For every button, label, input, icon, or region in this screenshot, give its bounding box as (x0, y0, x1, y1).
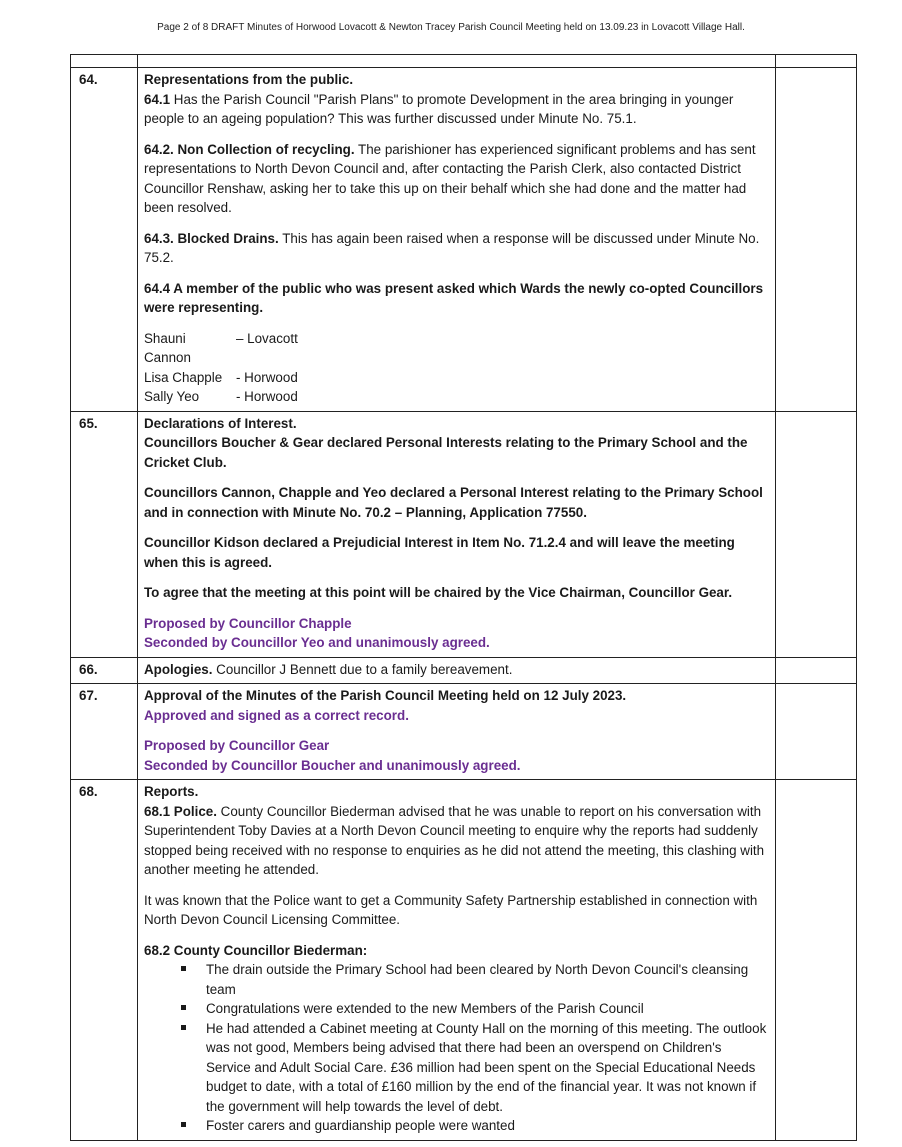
seconded-by: Seconded by Councillor Yeo and unanimously agreed. (144, 635, 490, 650)
minute-content (138, 657, 776, 684)
item-64-4: 64.4 A member of the public who was present asked which Wards the newly co-opted Councillors were representing. (144, 280, 764, 315)
item-64-2: 64.2. Non Collection of recycling. The parishioner has experienced significant problems and has sent representations to North Devon Council and, after contacting the Parish Clerk, also contacted District Councillor Renshaw, asking her to take this up on their behalf which she had done and the matter had been resolved. (144, 141, 756, 215)
item-68-1-note: It was known that the Police want to get a Community Safety Partnership established in connection with North Devon Council Licensing Committee. (144, 892, 758, 927)
ward-councillor: Shauni Cannon (144, 330, 191, 365)
seconded-by: Seconded by Councillor Boucher and unanimously agreed. (144, 757, 521, 773)
list-item: Foster carers and guardianship people were wanted (181, 1116, 769, 1136)
proposed-by: Proposed by Councillor Chapple (144, 615, 352, 631)
minute-title: Approval of the Minutes of the Parish Council Meeting held on 12 July 2023. (144, 688, 627, 703)
minute-title: Representations from the public. (144, 72, 354, 87)
minute-title: Reports. (144, 784, 199, 799)
page-header: Page 2 of 8 DRAFT Minutes of Horwood Lovacott & Newton Tracey Parish Council Meeting held on 13.09.23 in Lovacott Village Hall. (157, 22, 745, 33)
minute-title: Apologies. (144, 661, 213, 677)
ward-name: - Horwood (236, 369, 298, 385)
ward-councillor: Sally Yeo (144, 389, 200, 404)
minute-content (138, 411, 776, 657)
action-column (776, 684, 857, 780)
square-bullet-icon (181, 1005, 186, 1010)
minute-number: 67. (71, 684, 138, 780)
minute-number: 66. (71, 657, 138, 684)
minute-row-66 (71, 657, 857, 684)
ward-councillor: Lisa Chapple (144, 369, 223, 385)
item-68-2-title: 68.2 County Councillor Biederman: (144, 942, 368, 958)
item-64-1: 64.1 Has the Parish Council "Parish Plans" to promote Development in the area bringing in younger people to an ageing population? This was further discussed under Minute No. 75.1. (144, 91, 734, 126)
square-bullet-icon (181, 1025, 186, 1030)
action-column (776, 657, 857, 684)
ward-name: – Lovacott (236, 330, 298, 346)
declaration-2: Councillors Cannon, Chapple and Yeo declared a Personal Interest relating to the Primary School and in connection with Minute No. 70.2 – Planning, Application 77550. (144, 485, 763, 520)
item-68-1: 68.1 Police. County Councillor Biederman advised that he was unable to report on his conversation with Superintendent Toby Davies at a North Devon Council meeting to enquire why the reports had suddenly stopped being received with no response to enquiries as he did not attend the meeting, this clashing with another meeting he attended. (144, 803, 765, 877)
minute-row-64 (71, 68, 857, 412)
declaration-3: Councillor Kidson declared a Prejudicial Interest in Item No. 71.2.4 and will leave the meeting when this is agreed. (144, 535, 735, 570)
minutes-table (70, 54, 857, 1141)
report-bullet-list (144, 960, 769, 1136)
apologies-text: Councillor J Bennett due to a family bereavement. (212, 661, 513, 677)
square-bullet-icon (181, 1122, 186, 1127)
minute-row-65 (71, 411, 857, 657)
minute-title: Declarations of Interest. (144, 415, 297, 431)
minute-row-67 (71, 684, 857, 780)
minute-number: 68. (71, 780, 138, 1141)
minute-content (138, 684, 776, 780)
proposed-by: Proposed by Councillor Gear (144, 738, 330, 753)
table-header-spacer (71, 55, 857, 68)
minute-number: 65. (71, 411, 138, 657)
square-bullet-icon (181, 966, 186, 971)
list-item: He had attended a Cabinet meeting at County Hall on the morning of this meeting. The outlook was not good, Members being advised that there had been an overspend on Children's Service and Adult Social Care. £36 million had been spent on the Special Educational Needs budget to date, with a total of £160 million by the end of the financial year. It was not known if the government will help towards the level of debt. (181, 1019, 769, 1117)
list-item: Congratulations were extended to the new Members of the Parish Council (181, 999, 769, 1019)
list-item: The drain outside the Primary School had been cleared by North Devon Council's cleansing team (181, 960, 769, 999)
declaration-1: Councillors Boucher & Gear declared Personal Interests relating to the Primary School and the Cricket Club. (144, 435, 748, 470)
action-column (776, 411, 857, 657)
action-column (776, 780, 857, 1141)
minute-content (138, 68, 776, 412)
ward-list (144, 329, 769, 407)
ward-name: - Horwood (236, 389, 298, 404)
minute-number: 64. (71, 68, 138, 412)
minute-row-68 (71, 780, 857, 1141)
action-column (776, 68, 857, 412)
declaration-4: To agree that the meeting at this point will be chaired by the Vice Chairman, Councillor Gear. (144, 585, 733, 600)
approval-text: Approved and signed as a correct record. (144, 707, 409, 723)
item-64-3: 64.3. Blocked Drains. This has again been raised when a response will be discussed under Minute No. 75.2. (144, 230, 760, 265)
minute-content (138, 780, 776, 1141)
